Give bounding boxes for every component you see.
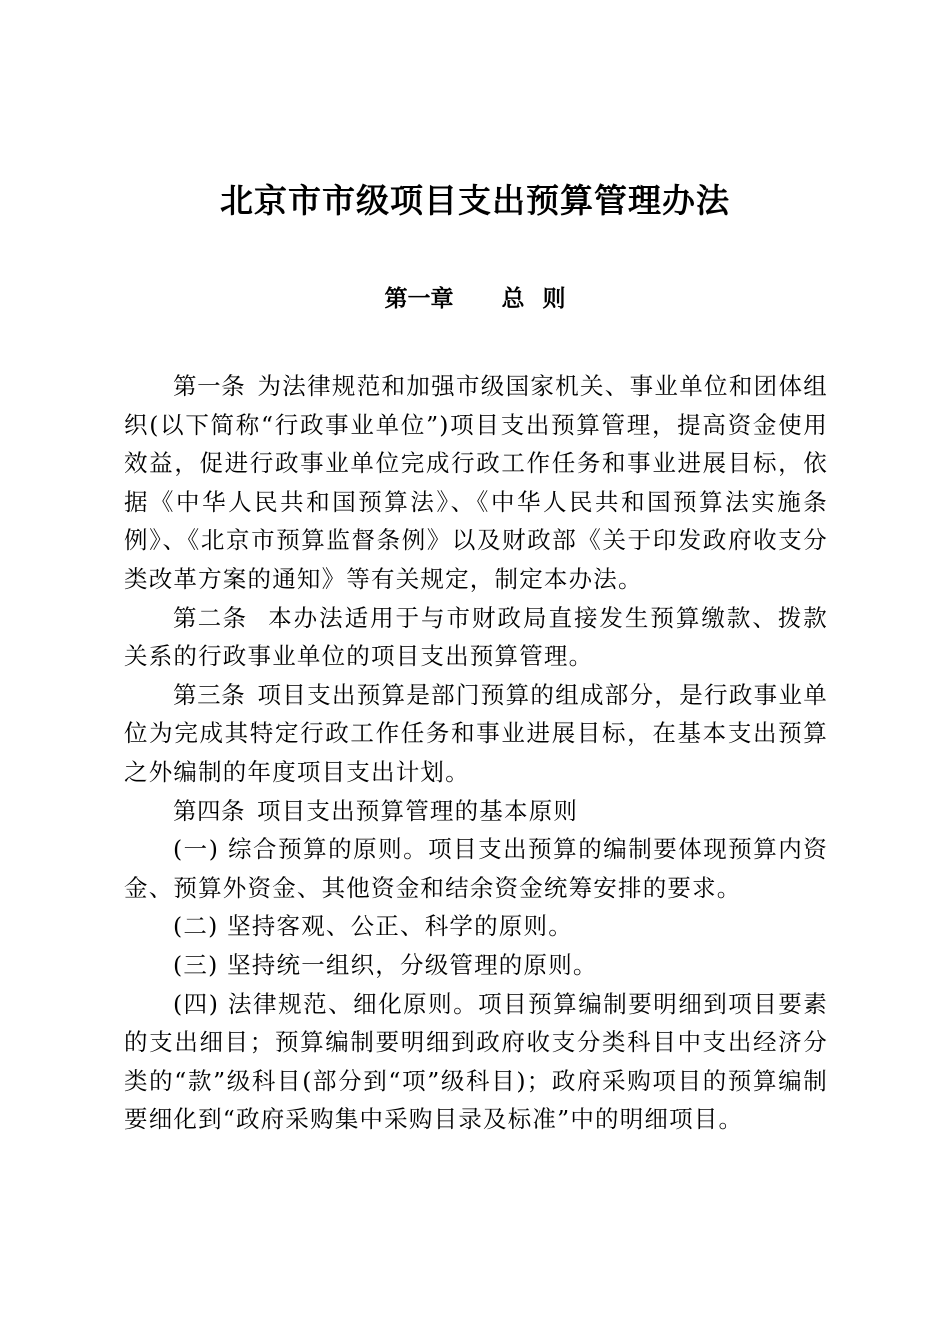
document-title: 北京市市级项目支出预算管理办法 [220, 181, 730, 220]
article-2-heading: 第二条 [173, 603, 248, 632]
item-4-text: 法律规范、细化原则。项目预算编制要明细到项目要素的支出细目；预算编制要明细到政府收支分类科目中支出经济分类的“款”级科目(部分到“项”级科目)；政府采购项目的预算编制要细化到“政府采购集中采购目录及标准”中的明细项目。 [124, 989, 828, 1134]
article-3-heading: 第三条 [173, 680, 246, 709]
article-1-text: 为法律规范和加强市级国家机关、事业单位和团体组织(以下简称“行政事业单位”)项目支出预算管理，提高资金使用效益，促进行政事业单位完成行政工作任务和事业进展目标，依据《中华人民共和国预算法》、《中华人民共和国预算法实施条例》、《北京市预算监督条例》以及财政部《关于印发政府收支分类改革方案的通知》等有关规定，制定本办法。 [124, 372, 829, 593]
document-body [124, 367, 828, 1139]
article-4 [124, 792, 828, 831]
chapter-name-part2: 则 [542, 286, 566, 312]
chapter-number: 第一章 [384, 286, 454, 312]
article-2 [124, 599, 828, 676]
article-2-text: 本办法适用于与市财政局直接发生预算缴款、拨款关系的行政事业单位的项目支出预算管理。 [124, 603, 829, 671]
item-2-label: (二) [173, 912, 219, 941]
item-1-label: (一) [173, 835, 220, 864]
chapter-name-part1: 总 [501, 286, 525, 312]
article-3-text: 项目支出预算是部门预算的组成部分，是行政事业单位为完成其特定行政工作任务和事业进展目标，在基本支出预算之外编制的年度项目支出计划。 [124, 680, 829, 786]
item-2-text: 坚持客观、公正、科学的原则。 [227, 912, 573, 941]
item-1-text: 综合预算的原则。项目支出预算的编制要体现预算内资金、预算外资金、其他资金和结余资金统筹安排的要求。 [124, 835, 828, 902]
article-3 [124, 676, 828, 792]
article-1 [124, 367, 828, 599]
item-3-text: 坚持统一组织，分级管理的原则。 [227, 950, 598, 979]
item-3 [124, 946, 828, 985]
item-4 [124, 985, 828, 1139]
chapter-heading [0, 281, 950, 317]
item-2 [124, 907, 828, 946]
item-3-label: (三) [173, 950, 219, 979]
article-1-heading: 第一条 [173, 372, 246, 400]
article-4-heading: 第四条 [173, 796, 245, 825]
item-1 [124, 830, 828, 907]
item-4-label: (四) [173, 989, 220, 1018]
article-4-text: 项目支出预算管理的基本原则 [257, 796, 579, 825]
